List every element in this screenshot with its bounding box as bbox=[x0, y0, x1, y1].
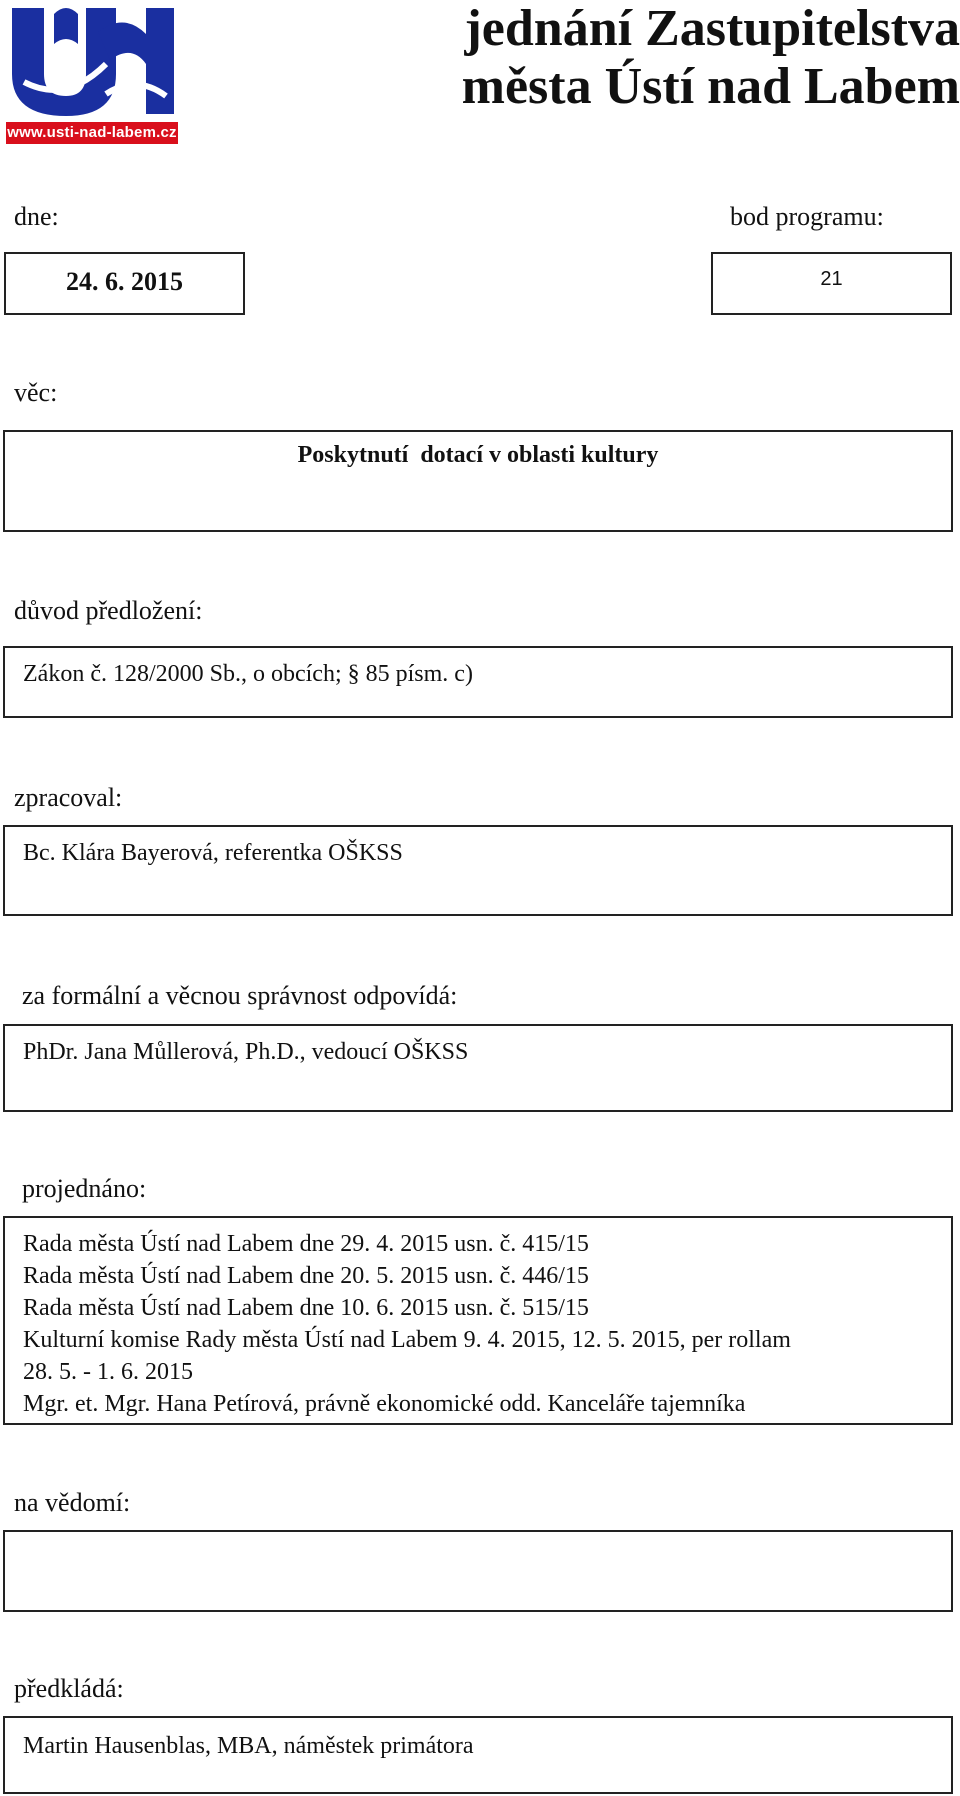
discussed-label: projednáno: bbox=[22, 1174, 147, 1203]
prepared-label: zpracoval: bbox=[14, 783, 123, 812]
discussed-line: Mgr. et. Mgr. Hana Petírová, právně ekonomické odd. Kanceláře tajemníka bbox=[23, 1391, 746, 1417]
date-box bbox=[4, 252, 245, 315]
presenter-box bbox=[3, 1716, 953, 1794]
discussed-lines bbox=[23, 1228, 791, 1420]
responsible-box bbox=[3, 1024, 953, 1112]
notice-label: na vědomí: bbox=[14, 1488, 131, 1517]
city-logo-icon bbox=[6, 4, 178, 122]
notice-box bbox=[3, 1530, 953, 1612]
agenda-value: 21 bbox=[820, 268, 843, 290]
discussed-line: Rada města Ústí nad Labem dne 20. 5. 2015 usn. č. 446/15 bbox=[23, 1263, 589, 1289]
subject-value: Poskytnutí dotací v oblasti kultury bbox=[297, 442, 659, 468]
reason-label: důvod předložení: bbox=[14, 596, 203, 625]
reason-value: Zákon č. 128/2000 Sb., o obcích; § 85 písm. c) bbox=[23, 661, 473, 687]
city-logo bbox=[6, 4, 178, 142]
page-title bbox=[420, 0, 960, 116]
prepared-box bbox=[3, 825, 953, 916]
agenda-label: bod programu: bbox=[730, 202, 884, 231]
responsible-label: za formální a věcnou správnost odpovídá: bbox=[22, 981, 458, 1010]
title-line-2: města Ústí nad Labem bbox=[461, 58, 960, 115]
date-label: dne: bbox=[14, 202, 59, 231]
subject-box bbox=[3, 430, 953, 532]
agenda-box bbox=[711, 252, 952, 315]
presenter-value: Martin Hausenblas, MBA, náměstek primátora bbox=[23, 1733, 474, 1759]
responsible-value: PhDr. Jana Můllerová, Ph.D., vedoucí OŠKSS bbox=[23, 1039, 469, 1065]
title-line-1: jednání Zastupitelstva bbox=[464, 0, 960, 57]
logo-url: www.usti-nad-labem.cz bbox=[6, 122, 178, 144]
discussed-line: Rada města Ústí nad Labem dne 10. 6. 2015 usn. č. 515/15 bbox=[23, 1295, 589, 1321]
date-value: 24. 6. 2015 bbox=[66, 267, 183, 296]
discussed-line: Kulturní komise Rady města Ústí nad Labem 9. 4. 2015, 12. 5. 2015, per rollam bbox=[23, 1327, 791, 1353]
discussed-box bbox=[3, 1216, 953, 1425]
discussed-line: 28. 5. - 1. 6. 2015 bbox=[23, 1359, 193, 1385]
prepared-value: Bc. Klára Bayerová, referentka OŠKSS bbox=[23, 840, 403, 866]
presenter-label: předkládá: bbox=[14, 1674, 124, 1703]
reason-box bbox=[3, 646, 953, 718]
discussed-line: Rada města Ústí nad Labem dne 29. 4. 2015 usn. č. 415/15 bbox=[23, 1231, 589, 1257]
subject-label: věc: bbox=[14, 378, 58, 407]
